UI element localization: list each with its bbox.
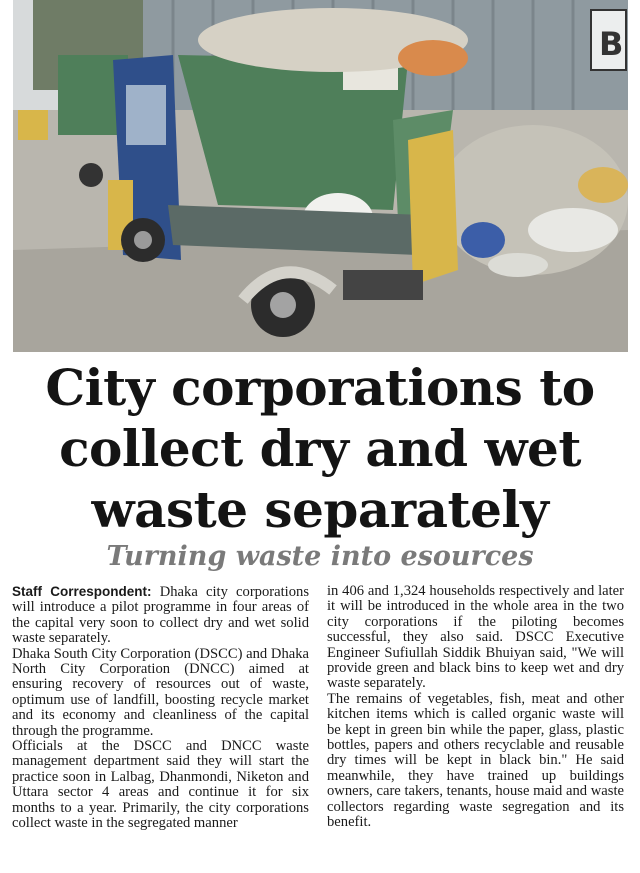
headline-line-1: City corporations to [45,358,595,417]
background-wheel [79,163,103,187]
left-paragraph-1 [12,584,309,647]
left-paragraph-1-text: Dhaka city corporations will introduce a pilot programme in four areas of the capital very soon to collect dry and wet solid waste separately. [12,584,309,647]
article-subheadline: Turning waste into esources [106,541,534,572]
loose-waste [488,253,548,277]
background-rickshaw [18,110,48,140]
front-wheel-hub [134,231,152,249]
waste-cart-photo-graphic [13,0,628,352]
yellow-bag [578,167,628,203]
headline-line-3: waste separately [91,480,549,539]
article-column-right [327,584,624,831]
white-bags [528,208,618,252]
cab-window [126,85,166,145]
news-photo [13,0,628,352]
engine [343,270,423,300]
left-paragraph-2: Dhaka South City Corporation (DSCC) and Dhaka North City Corporation (DNCC) aimed at ensuring recovery of resources out of waste, optimum use of landfill, boosting recycle market and its economy and cleanliness of the capital through the programme. [12,645,309,739]
article-column-left [12,584,309,832]
left-paragraph-3: Officials at the DSCC and DNCC waste management department said they will start the practice soon in Lalbag, Dhanmondi, Niketon and Uttara sector 4 areas and continue it for six months to a year. Primarily, the city corporations collect waste in the segregated manner [12,738,309,832]
right-paragraph-2: The remains of vegetables, fish, meat and other kitchen items which is called organic waste will be kept in green bin while the paper, glass, plastic bottles, papers and others recyclable and reusable dry times will be kept in black bin." He said meanwhile, they have trained up buildings owners, care takers, tenants, house maid and waste collectors regarding waste segregation and its benefit. [327,690,624,831]
headline-line-2: collect dry and wet [59,419,581,478]
blue-bag [461,222,505,258]
rear-wheel-hub [270,292,296,318]
wall-sign-text: B [599,25,624,63]
rear-yellow-panel [408,130,458,285]
byline: Staff Correspondent: [12,584,152,599]
article-headline [0,357,640,540]
right-paragraph-1: in 406 and 1,324 households respectively and later it will be introduced in the whole area in the two city corporations if the piloting becomes successful, they also said. DSCC Executive Engineer Sufiullah Siddik Bhuiyan said, "We will provide green and black bins to keep wet and dry waste separately. [327,583,624,692]
orange-bag [398,40,468,76]
